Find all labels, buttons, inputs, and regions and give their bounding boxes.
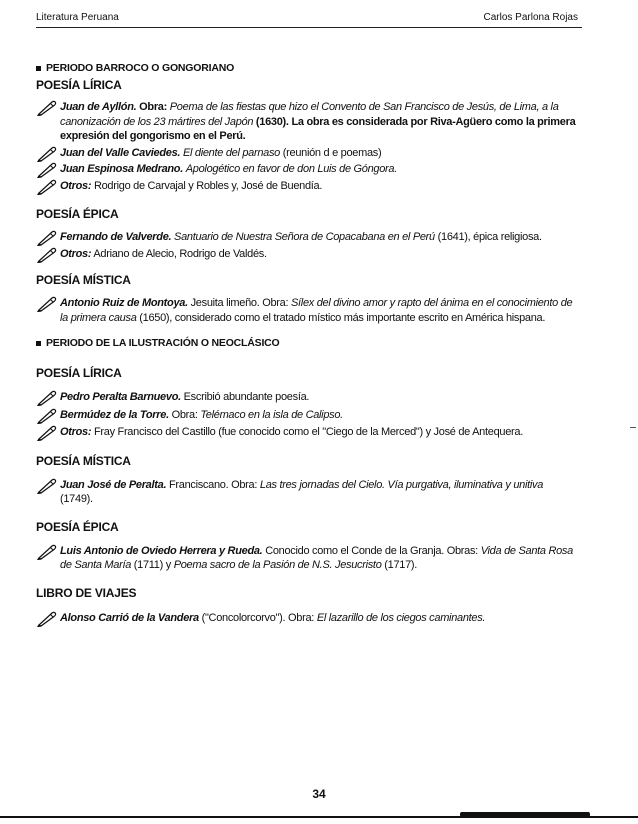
entry-valle-caviedes: Juan del Valle Caviedes. El diente del parnaso (reunión d e poemas) [36, 146, 576, 161]
pencil-icon [36, 146, 58, 162]
pencil-icon [36, 408, 58, 424]
entry-otros-lirica-2: Otros: Fray Francisco del Castillo (fue conocido como el "Ciego de la Merced") y José de Antequera. [36, 425, 576, 440]
section-libro-de-viajes: LIBRO DE VIAJES [36, 585, 137, 600]
section-poesia-lirica-2: POESÍA LÍRICA [36, 366, 122, 380]
section-poesia-epica-1: POESÍA ÉPICA [36, 207, 119, 221]
pencil-icon [36, 478, 58, 494]
section-poesia-mistica-2: POESÍA MÍSTICA [36, 453, 131, 468]
running-header [36, 12, 578, 23]
entry-fernando-de-valverde: Fernando de Valverde. Santuario de Nuestra Señora de Copacabana en el Perú (1641), épica religiosa. [36, 230, 576, 245]
square-bullet-icon [36, 66, 41, 71]
header-right: Carlos Parlona Rojas [483, 12, 578, 23]
pencil-icon [36, 162, 58, 178]
entry-juan-de-aylon: Juan de Ayllón. Obra: Poema de las fiestas que hizo el Convento de San Francisco de Jesús, de Lima, a la canonización de los 23 mártires del Japón (1630). La obra es considerada por Riva-Agüero como la primera expresión del gongorismo en el Perú. [36, 100, 576, 144]
margin-tick [630, 427, 636, 428]
entry-bermudez-de-la-torre: Bermúdez de la Torre. Obra: Telémaco en la isla de Calipso. [36, 408, 576, 423]
entry-otros-lirica-1: Otros: Rodrigo de Carvajal y Robles y, José de Buendía. [36, 179, 576, 194]
pencil-icon [36, 100, 58, 116]
pencil-icon [36, 179, 58, 195]
section-poesia-mistica-1: POESÍA MÍSTICA [36, 273, 131, 287]
section-poesia-epica-2: POESÍA ÉPICA [36, 519, 119, 534]
page-bottom-rule [0, 816, 638, 818]
page-number: 34 [312, 787, 326, 801]
pencil-icon [36, 425, 58, 441]
period-heading-ilustracion: PERIODO DE LA ILUSTRACIÓN O NEOCLÁSICO [36, 337, 576, 349]
pencil-icon [36, 230, 58, 246]
entry-oviedo-herrera: Luis Antonio de Oviedo Herrera y Rueda. Conocido como el Conde de la Granja. Obras: Vida de Santa Rosa de Santa María (1711) y Poema sacro de la Pasión de N.S. Jesucristo (1717). [36, 544, 576, 573]
pencil-icon [36, 544, 58, 560]
entry-peralta-barnuevo: Pedro Peralta Barnuevo. Escribió abundante poesía. [36, 390, 576, 405]
pencil-icon [36, 247, 58, 263]
period-heading-barroco: PERIODO BARROCO O GONGORIANO [36, 62, 576, 74]
square-bullet-icon [36, 341, 41, 346]
pencil-icon [36, 390, 58, 406]
entry-ruiz-de-montoya: Antonio Ruiz de Montoya. Jesuita limeño. Obra: Sílex del divino amor y rapto del ánima en el conocimiento de la primera causa (1650), considerado como el tratado místico más importante escrito en América hispana. [36, 296, 576, 325]
section-poesia-lirica-1: POESÍA LÍRICA [36, 78, 122, 92]
header-rule [36, 27, 582, 28]
entry-carrio-de-la-vandera: Alonso Carrió de la Vandera ("Concolorcorvo"). Obra: El lazarillo de los ciegos caminantes. [36, 611, 576, 626]
pencil-icon [36, 611, 58, 627]
pencil-icon [36, 296, 58, 312]
header-left: Literatura Peruana [36, 12, 119, 23]
entry-juan-jose-de-peralta: Juan José de Peralta. Franciscano. Obra: Las tres jornadas del Cielo. Vía purgativa, iluminativa y unitiva (1749). [36, 478, 576, 507]
entry-espinosa-medrano: Juan Espinosa Medrano. Apologético en favor de don Luis de Góngora. [36, 162, 576, 177]
page-content [36, 62, 576, 625]
entry-otros-epica-1: Otros: Adriano de Alecio, Rodrigo de Valdés. [36, 247, 576, 262]
